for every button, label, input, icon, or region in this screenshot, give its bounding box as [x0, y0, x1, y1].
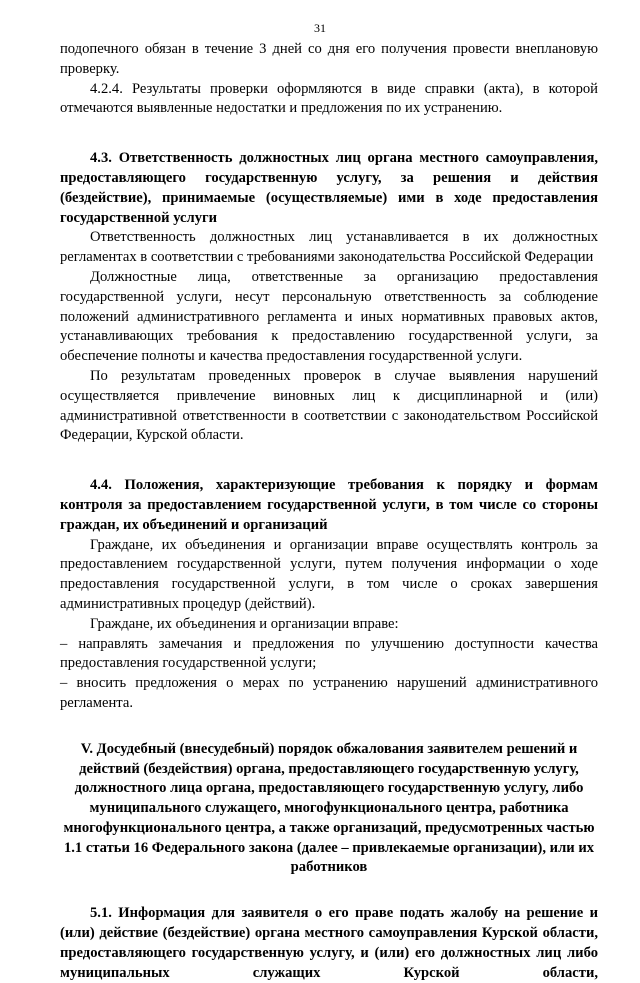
chapter-heading-v: V. Досудебный (внесудебный) порядок обжалования заявителем решений и действий (бездействия) органа, предоставляющего государственную услугу, должностного лица органа, предоставляющего государственную услугу, либо муниципального служащего, многофункционального центра, работника многофункционального центра, а также организаций, предусмотренных частью 1.1 статьи 16 Федерального закона (далее – привлекаемые организации), или их работников [63, 740, 595, 876]
section-gap [60, 714, 598, 740]
section-heading-4-3: 4.3. Ответственность должностных лиц органа местного самоуправления, предоставляющего государственную услугу, за решения и действия (бездействие), принимаемые (осуществляемые) ими в ходе предоставления государственной услуги [60, 150, 598, 226]
paragraph-4-4-citizens-control: Граждане, их объединения и организации вправе осуществлять контроль за предоставлением государственной услуги, путем получения информации о ходе предоставления государственной услуги, в том числе о сроках завершения административных процедур (действий). [60, 536, 598, 612]
section-heading-4-4: 4.4. Положения, характеризующие требования к порядку и формам контроля за предоставлением государственной услуги, в том числе со стороны граждан, их объединений и организаций [60, 477, 598, 533]
page-content [60, 40, 598, 983]
paragraph-4-3-responsibility: Ответственность должностных лиц устанавливается в их должностных регламентах в соответствии с требованиями законодательства Российской Федерации [60, 229, 598, 266]
section-heading-5-1: 5.1. Информация для заявителя о его праве подать жалобу на решение и (или) действие (бездействие) органа местного самоуправления Курской области, предоставляющего государственную услугу, и (или) его должностных лиц либо муниципальных служащих Курской области, [60, 905, 598, 981]
section-gap [60, 878, 598, 904]
page-number: 31 [314, 21, 326, 35]
section-gap [60, 119, 598, 149]
paragraph-4-3-officials: Должностные лица, ответственные за организацию предоставления государственной услуги, несут персональную ответственность за соблюдение положений административного регламента и иных нормативных правовых актов, устанавливающих требования к предоставлению государственной услуги, за обеспечение полноты и качества предоставления государственной услуги. [60, 268, 598, 365]
continuation-paragraph: подопечного обязан в течение 3 дней со дня его получения провести внеплановую проверку. [60, 41, 598, 77]
paragraph-4-4-citizens-rights: Граждане, их объединения и организации вправе: [90, 615, 399, 632]
list-item-remarks: – направлять замечания и предложения по улучшению доступности качества предоставления государственной услуги; [60, 635, 598, 672]
list-item-proposals: – вносить предложения о мерах по устранению нарушений административного регламента. [60, 675, 598, 711]
section-gap [60, 446, 598, 476]
paragraph-4-3-results: По результатам проведенных проверок в случае выявления нарушений осуществляется привлечение виновных лиц к дисциплинарной и (или) административной ответственности в соответствии с законодательством Российской Федерации, Курской области. [60, 367, 598, 444]
paragraph-4-2-4: 4.2.4. Результаты проверки оформляются в виде справки (акта), в которой отмечаются выявленные недостатки и предложения по их устранению. [60, 80, 598, 117]
